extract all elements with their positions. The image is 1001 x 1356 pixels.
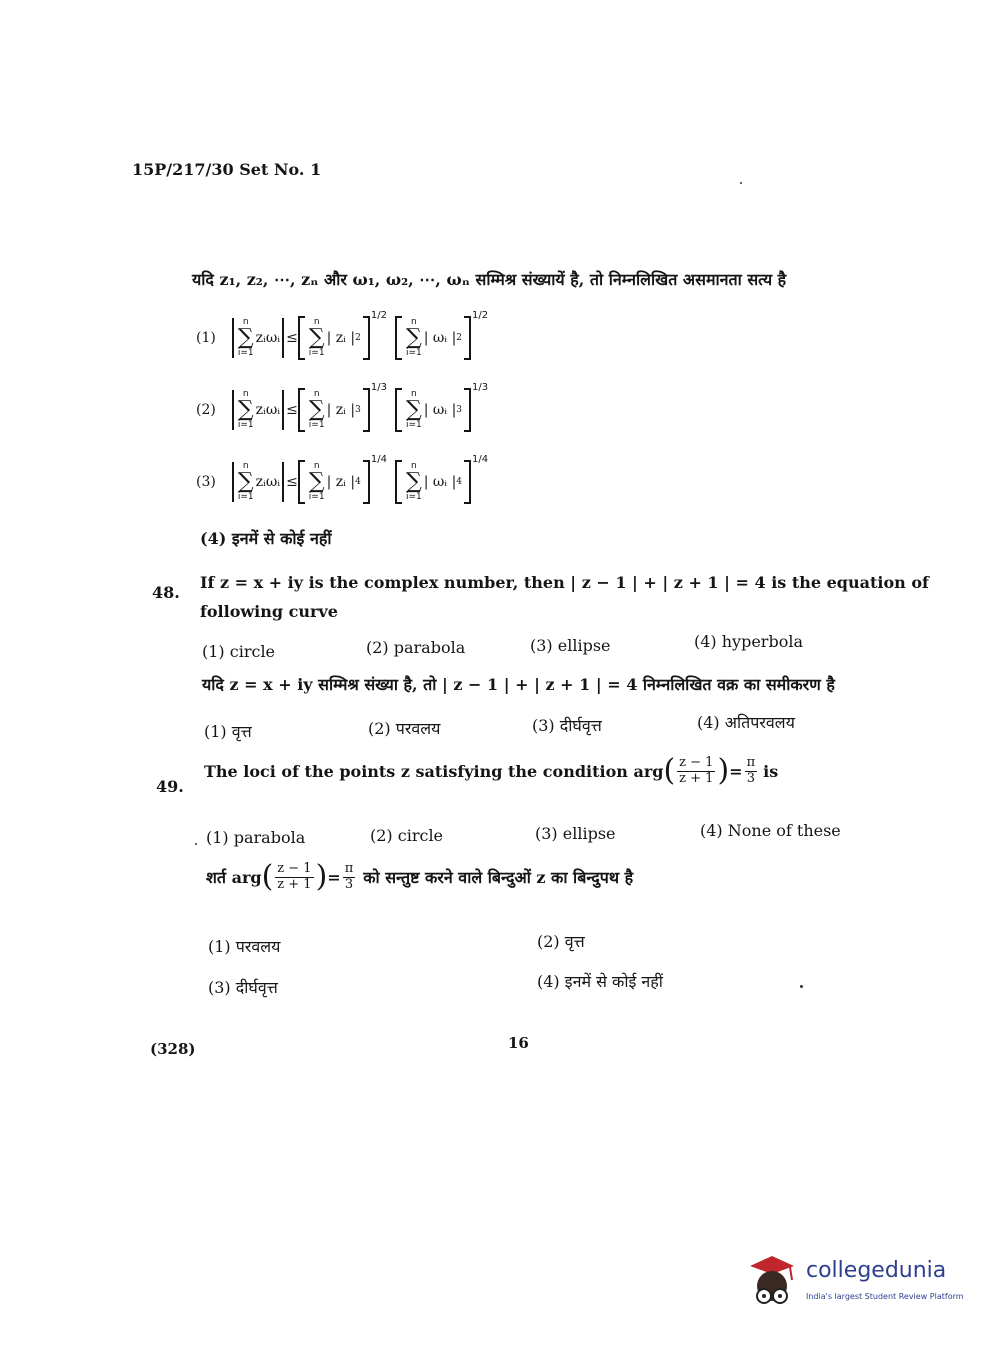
q48-option-en-2: (2) parabola [366, 638, 466, 657]
q48-option-hi-1: (1) वृत्त [204, 722, 252, 741]
footer-code: (328) [150, 1040, 196, 1058]
sum-symbol: n ∑ i=1 [308, 461, 325, 502]
bracket-close [363, 316, 370, 360]
scan-speck [800, 985, 803, 988]
sum-symbol: n ∑ i=1 [237, 389, 254, 430]
sum-symbol: n ∑ i=1 [237, 317, 254, 358]
scan-speck [740, 182, 742, 184]
abs-bar [282, 462, 284, 502]
q47-option-3: (3) n ∑ i=1 zᵢωᵢ ≤ n ∑ i=1 | zᵢ | 4 1/4 n ∑ i=1 | ωᵢ | 4 1/4 [196, 454, 489, 502]
page-number: 16 [508, 1034, 529, 1052]
mascot-icon [742, 1252, 802, 1314]
option-number: (1) [196, 330, 216, 346]
q47-option-2: (2) n ∑ i=1 zᵢωᵢ ≤ n ∑ i=1 | zᵢ | 3 1/3 n ∑ i=1 | ωᵢ | 3 1/3 [196, 382, 489, 430]
sum-symbol: n ∑ i=1 [237, 461, 254, 502]
fraction: $\frac{z - 1}{z + 1}$ [679, 755, 714, 786]
sum-symbol: n ∑ i=1 [405, 389, 422, 430]
bracket-close [363, 460, 370, 504]
bracket-close [464, 460, 471, 504]
bracket-open [298, 316, 305, 360]
q47-option-4: (4) इनमें से कोई नहीं [200, 529, 332, 548]
q48-option-en-3: (3) ellipse [530, 636, 611, 655]
logo-tagline: India's largest Student Review Platform [806, 1292, 964, 1301]
q48-option-en-4: (4) hyperbola [694, 632, 803, 651]
logo-wordmark: collegedunia [806, 1258, 947, 1283]
q49-option-en-4: (4) None of these [700, 821, 841, 840]
fraction: $\frac{z - 1}{z + 1}$ [277, 861, 312, 892]
q47-stem-hindi: यदि z₁, z₂, ⋯, zₙ और ω₁, ω₂, ⋯, ωₙ सम्मिश्र संख्यायें है, तो निम्नलिखित असमानता सत्य है [192, 270, 787, 289]
fraction: $\frac{\pi}{3}$ [344, 861, 354, 892]
sum-symbol: n ∑ i=1 [405, 317, 422, 358]
q49-option-en-3: (3) ellipse [535, 824, 616, 843]
bracket-close [363, 388, 370, 432]
bracket-open [395, 316, 402, 360]
abs-bar [232, 462, 234, 502]
q48-option-en-1: (1) circle [202, 642, 276, 661]
scan-speck [195, 843, 197, 845]
bracket-close [464, 316, 471, 360]
q48-number: 48. [152, 583, 180, 602]
sum-symbol: n ∑ i=1 [308, 317, 325, 358]
q48-stem-hindi: यदि z = x + iy सम्मिश्र संख्या है, तो | z − 1 | + | z + 1 | = 4 निम्नलिखित वक्र का समीकरण है [202, 675, 835, 694]
q48-option-hi-4: (4) अतिपरवलय [697, 713, 795, 732]
q49-option-hi-2: (2) वृत्त [537, 932, 585, 951]
q47-option-1: (1) n ∑ i=1 zᵢωᵢ ≤ n ∑ i=1 | zᵢ | 2 1/2 n ∑ i=1 | ωᵢ | 2 1/2 [196, 310, 489, 358]
q49-stem-english: The loci of the points z satisfying the condition arg ( $\frac{z - 1}{z + 1}$ ) = $\frac{\pi}{3}$ is [204, 753, 779, 788]
exam-code-header: 15P/217/30 Set No. 1 [132, 160, 322, 179]
sum-symbol: n ∑ i=1 [405, 461, 422, 502]
q48-stem-english-line2: following curve [200, 602, 338, 621]
q49-number: 49. [156, 777, 184, 796]
q49-option-en-2: (2) circle [370, 826, 444, 845]
fraction: $\frac{\pi}{3}$ [746, 755, 756, 786]
abs-bar [232, 390, 234, 430]
option-number: (2) [196, 402, 216, 418]
abs-bar [282, 318, 284, 358]
q49-option-en-1: (1) parabola [206, 828, 306, 847]
q49-option-hi-3: (3) दीर्घवृत्त [208, 978, 278, 997]
option-number: (3) [196, 474, 216, 490]
bracket-close [464, 388, 471, 432]
q48-option-hi-3: (3) दीर्घवृत्त [532, 716, 602, 735]
collegedunia-logo [742, 1252, 972, 1322]
abs-bar [232, 318, 234, 358]
sum-symbol: n ∑ i=1 [308, 389, 325, 430]
bracket-open [298, 460, 305, 504]
abs-bar [282, 390, 284, 430]
bracket-open [298, 388, 305, 432]
bracket-open [395, 460, 402, 504]
q49-stem-hindi: शर्त arg ( $\frac{z - 1}{z + 1}$ ) = $\frac{\pi}{3}$ को सन्तुष्ट करने वाले बिन्दुओं z का बिन्दुपथ है [206, 859, 634, 894]
q49-option-hi-1: (1) परवलय [208, 937, 281, 956]
bracket-open [395, 388, 402, 432]
q48-option-hi-2: (2) परवलय [368, 719, 441, 738]
q48-stem-english-line1: If z = x + iy is the complex number, then | z − 1 | + | z + 1 | = 4 is the equation of [200, 573, 929, 592]
q49-option-hi-4: (4) इनमें से कोई नहीं [537, 972, 663, 991]
